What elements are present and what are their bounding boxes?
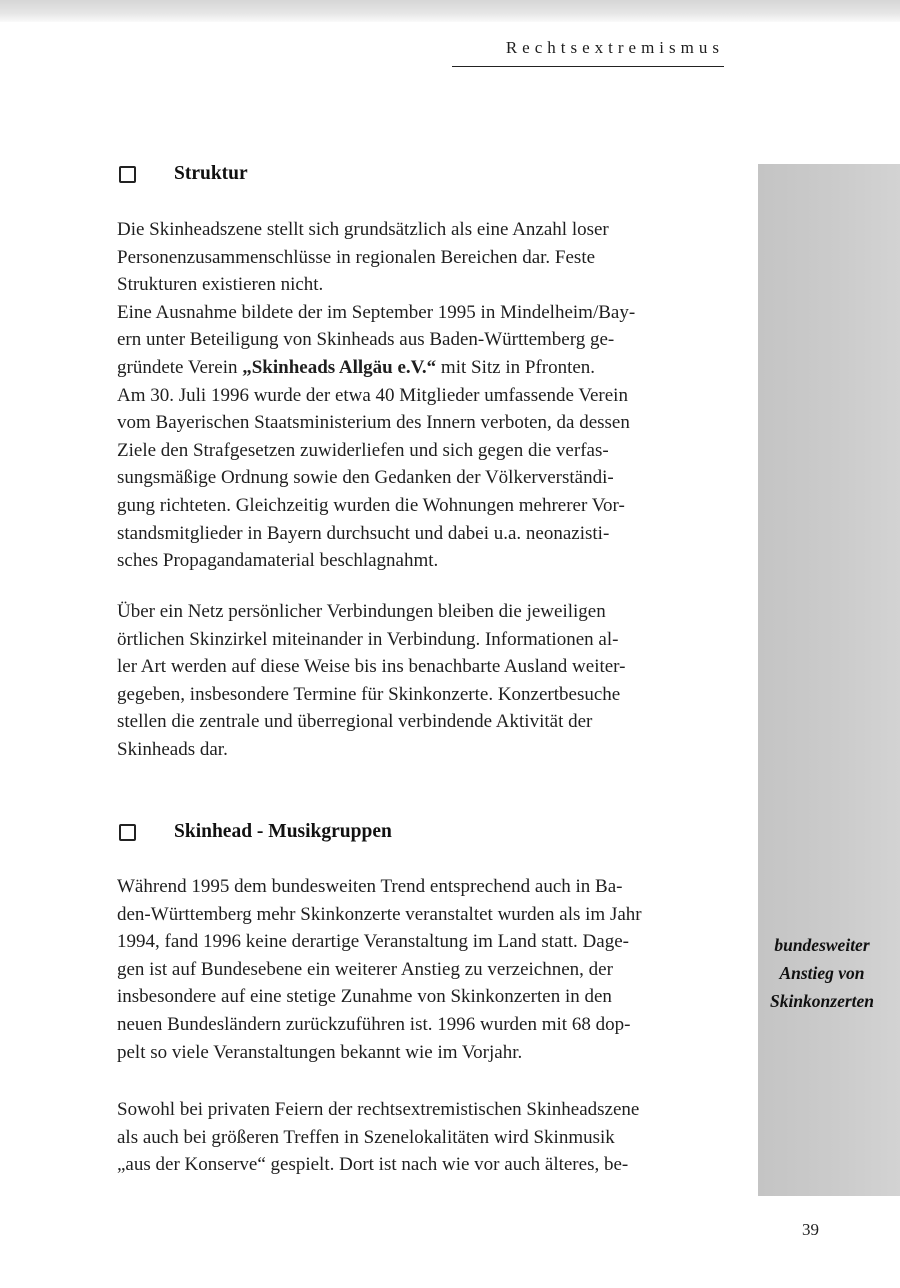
checkbox-icon	[119, 824, 136, 841]
text-line: Eine Ausnahme bildete der im September 1995 in Mindelheim/Bay-	[117, 301, 636, 323]
text-line: gegeben, insbesondere Termine für Skinkonzerte. Konzertbesuche	[117, 683, 621, 705]
text-line: neuen Bundesländern zurückzuführen ist. 1996 wurden mit 68 dop-	[117, 1013, 631, 1035]
paragraph	[117, 598, 725, 764]
text-line: Sowohl bei privaten Feiern der rechtsextremistischen Skinheadszene	[117, 1099, 640, 1120]
text-line: gung richteten. Gleichzeitig wurden die Wohnungen mehrerer Vor-	[117, 494, 625, 516]
text-line: sches Propagandamaterial beschlagnahmt.	[117, 550, 439, 572]
section-heading-skinhead-musikgruppen	[119, 821, 392, 843]
text-run: mit Sitz in Pfronten.	[436, 356, 596, 378]
text-line: Skinheads dar.	[117, 738, 228, 760]
margin-note-line: Skinkonzerten	[769, 991, 875, 1011]
text-line: Ziele den Strafgesetzen zuwiderliefen und sich gegen die verfas-	[117, 439, 609, 461]
text-line: örtlichen Skinzirkel miteinander in Verbindung. Informationen al-	[117, 628, 619, 650]
association-name: „Skinheads Allgäu e.V.“	[242, 356, 437, 378]
text-run: gründete Verein	[117, 356, 243, 378]
text-line: gen ist auf Bundesebene ein weiterer Anstieg zu verzeichnen, der	[117, 958, 613, 980]
section-heading-struktur	[119, 163, 248, 185]
text-line: ern unter Beteiligung von Skinheads aus Baden-Württemberg ge-	[117, 329, 615, 351]
running-head: Rechtsextremismus	[505, 38, 724, 57]
text-line: den-Württemberg mehr Skinkonzerte veranstaltet wurden als im Jahr	[117, 903, 642, 925]
text-line: Die Skinheadszene stellt sich grundsätzlich als eine Anzahl loser	[117, 219, 609, 240]
section-title: Skinhead - Musikgruppen	[174, 821, 392, 842]
paragraph	[117, 216, 725, 575]
text-line: vom Bayerischen Staatsministerium des Innern verboten, da dessen	[117, 412, 630, 434]
text-line: sungsmäßige Ordnung sowie den Gedanken der Völkerverständi-	[117, 467, 614, 489]
text-line: als auch bei größeren Treffen in Szenelokalitäten wird Skinmusik	[117, 1126, 615, 1148]
text-line	[117, 354, 725, 382]
text-line: standsmitglieder in Bayern durchsucht und dabei u.a. neonazisti-	[117, 522, 610, 544]
section-title: Struktur	[174, 163, 248, 184]
margin-note-line: Anstieg von	[779, 963, 865, 983]
text-line: insbesondere auf eine stetige Zunahme von Skinkonzerten in den	[117, 986, 612, 1008]
text-line: ler Art werden auf diese Weise bis ins benachbarte Ausland weiter-	[117, 656, 626, 678]
text-line: Während 1995 dem bundesweiten Trend entsprechend auch in Ba-	[117, 876, 623, 897]
scan-top-band	[0, 0, 900, 22]
margin-note	[754, 931, 890, 1015]
text-line: 1994, fand 1996 keine derartige Veranstaltung im Land statt. Dage-	[117, 931, 629, 953]
text-line: stellen die zentrale und überregional verbindende Aktivität der	[117, 711, 593, 733]
margin-note-line: bundesweiter	[774, 935, 870, 955]
text-line: „aus der Konserve“ gespielt. Dort ist nach wie vor auch älteres, be-	[117, 1154, 629, 1176]
text-line: Über ein Netz persönlicher Verbindungen bleiben die jeweiligen	[117, 601, 606, 622]
text-line: Am 30. Juli 1996 wurde der etwa 40 Mitglieder umfassende Verein	[117, 384, 628, 406]
paragraph	[117, 873, 725, 1066]
running-head-rule	[452, 66, 724, 67]
checkbox-icon	[119, 166, 136, 183]
margin-sidebar	[758, 164, 900, 1196]
text-line: pelt so viele Veranstaltungen bekannt wie im Vorjahr.	[117, 1041, 523, 1063]
text-line: Personenzusammenschlüsse in regionalen Bereichen dar. Feste	[117, 246, 596, 268]
paragraph	[117, 1096, 725, 1179]
page-number: 39	[802, 1220, 819, 1239]
text-line: Strukturen existieren nicht.	[117, 274, 324, 296]
